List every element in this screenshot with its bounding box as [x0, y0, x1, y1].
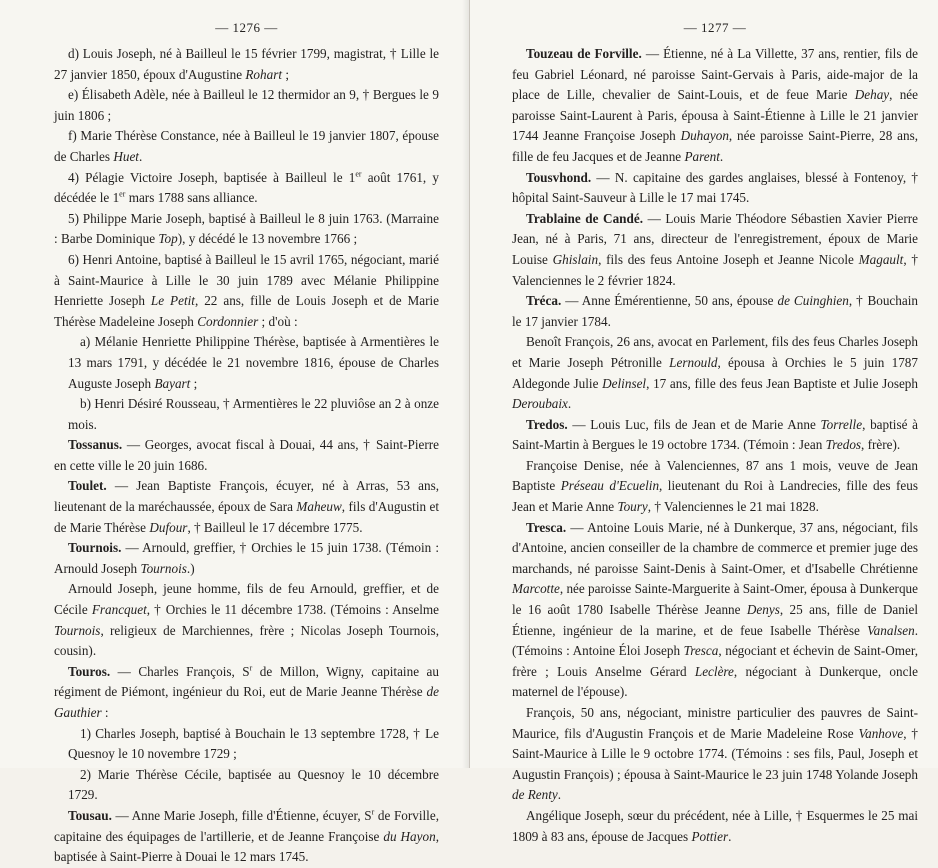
text-run: b) Henri Désiré Rousseau, † Armentières le 22 pluviôse an 2 à onze mois. [68, 396, 439, 432]
entry-paragraph [512, 456, 918, 518]
entry-surname: Tousvhond. [526, 169, 592, 185]
text-run: — Charles François, S [110, 663, 250, 679]
entry-surname: Tossanus. [68, 437, 123, 453]
entry-surname: Tredos. [526, 416, 568, 432]
italic-name: Tredos [825, 437, 862, 453]
entry-paragraph [512, 332, 918, 414]
italic-name: Duhayon [680, 128, 729, 144]
italic-name: Francquet [91, 602, 147, 618]
text-run: , † Bouchain le 17 janvier 1784. [512, 293, 918, 329]
text-run: août 1761, y décédée le 1 [54, 169, 439, 206]
entry-paragraph [512, 168, 918, 209]
text-run: a) Mélanie Henriette Philippine Thérèse, baptisée à Armentières le 13 mars 1791, y décédée le 21 novembre 1816, épouse de Charles Auguste Joseph [68, 334, 439, 391]
entry-paragraph [54, 332, 439, 394]
italic-name: Maheuw [296, 499, 342, 515]
italic-name: Vanhove [858, 725, 904, 741]
left-page [0, 0, 470, 865]
text-run: Benoît François, 26 ans, avocat en Parlement, fils des feus Charles Joseph et Marie Joseph Pétronille [512, 334, 918, 370]
text-run: de Millon, Wigny, capitaine au régiment de Piémont, ingénieur du Roi, eut de Marie Jeanne Thérèse [54, 663, 439, 700]
text-run: mars 1788 sans alliance. [125, 190, 258, 206]
italic-name: de Gauthier [54, 684, 439, 720]
text-run: , † Bailleul le 17 décembre 1775. [187, 519, 363, 535]
text-run: d) Louis Joseph, né à Bailleul le 15 février 1799, magistrat, † Lille le 27 janvier 1850, époux d'Augustine [54, 46, 439, 82]
text-run: . (Témoins : Antoine Éloi Joseph [512, 622, 918, 659]
entry-paragraph [512, 806, 918, 847]
entry-paragraph [54, 579, 439, 661]
entry-paragraph [54, 126, 439, 167]
text-run: Angélique Joseph, sœur du précédent, née à Lille, † Esquermes le 25 mai 1809 à 83 ans, épouse de Jacques [512, 807, 918, 844]
text-run: — Arnould, greffier, † Orchies le 15 juin 1738. (Témoin : Arnould Joseph [54, 540, 439, 576]
text-run: , lieutenant du Roi à Landrecies, fille des feus Jean et Marie Anne [512, 478, 918, 515]
superscript: r [371, 807, 375, 817]
italic-name: Tournois [140, 560, 187, 576]
text-run: — Louis Marie Théodore Sébastien Xavier Pierre Jean, né à Paris, 71 ans, directeur de l'enregistrement, époux de Marie Louise [512, 210, 918, 267]
text-run: . [138, 148, 143, 164]
text-run: — Jean Baptiste François, écuyer, né à Arras, 53 ans, lieutenant de la maréchaussée, époux de Sara [54, 478, 439, 515]
entry-paragraph [54, 250, 439, 332]
italic-name: Cordonnier [197, 313, 259, 329]
right-page-text [512, 44, 918, 847]
entry-surname: Touzeau de Forville. [526, 46, 642, 61]
text-run: — Louis Luc, fils de Jean et de Marie Anne [567, 416, 821, 432]
entry-paragraph [54, 394, 439, 435]
text-run: . [567, 396, 572, 412]
text-run: , fils d'Augustin et de Marie Thérèse [54, 499, 439, 535]
text-run: , 25 ans, fille de Daniel Étienne, ingénieur de la marine, et de feue Isabelle Thérèse [512, 602, 918, 638]
text-run: ; d'où : [258, 313, 298, 329]
entry-paragraph [512, 703, 918, 806]
italic-name: Torrelle [820, 416, 863, 432]
entry-surname: Tousau. [68, 807, 112, 823]
superscript: r [249, 663, 253, 673]
text-run: , † Orchies le 11 décembre 1738. (Témoins : Anselme [146, 602, 439, 618]
page-number-right: — 1277 — [683, 20, 747, 35]
italic-name: Ghislain [552, 251, 599, 267]
italic-name: Tresca [683, 643, 719, 659]
text-run: Françoise Denise, née à Valenciennes, 87 ans 1 mois, veuve de Jean Baptiste [512, 457, 918, 494]
italic-name: Rohart [245, 66, 283, 82]
text-run: , religieux de Marchiennes, frère ; Nicolas Joseph Tournois, cousin). [54, 622, 439, 659]
italic-name: de Renty [512, 787, 558, 803]
text-run: ), y décédé le 13 novembre 1766 ; [177, 231, 358, 247]
italic-name: Toury [617, 499, 648, 515]
text-run: 6) Henri Antoine, baptisé à Bailleul le 15 avril 1765, négociant, marié à Saint-Maurice à Lille le 30 juin 1789 avec Mélanie Philippine Henriette Joseph [54, 251, 439, 309]
entry-paragraph [54, 538, 439, 579]
italic-name: Leclère [694, 663, 734, 679]
text-run: ; [190, 375, 198, 391]
entry-surname: Touros. [68, 663, 111, 679]
italic-name: Tournois [54, 622, 101, 638]
text-run: , née paroisse Saint-Laurent à Paris, épousa à Saint-Étienne à Lille le 21 janvier 1744 Jeanne Françoise Joseph [512, 87, 918, 144]
text-run: François, 50 ans, négociant, ministre particulier des pauvres de Saint-Maurice, fils d'Augustin François et de Marie Madeleine Rose [512, 705, 918, 741]
entry-paragraph [54, 765, 439, 806]
entry-surname: Tresca. [526, 519, 567, 535]
text-run: , 22 ans, fille de Louis Joseph et de Marie Thérèse Madeleine Joseph [54, 293, 439, 329]
italic-name: Dufour [149, 519, 188, 535]
entry-paragraph [54, 476, 439, 538]
entry-paragraph [512, 209, 918, 291]
entry-surname: Tréca. [526, 293, 562, 309]
text-run: , née paroisse Saint-Pierre, 28 ans, fille de feu Jacques et de Jeanne [512, 128, 918, 164]
italic-name: Magault [858, 251, 904, 267]
text-run: . [719, 148, 724, 164]
text-run: — Anne Marie Joseph, fille d'Étienne, écuyer, S [111, 807, 372, 823]
italic-name: du Hayon [383, 828, 436, 844]
text-run: , négociant et échevin de Saint-Omer, frère ; Louis Anselme Gérard [512, 643, 919, 679]
entry-surname: Tournois. [68, 540, 122, 556]
superscript: er [119, 189, 126, 199]
text-run: , baptisée à Saint-Pierre à Douai le 12 mars 1745. [54, 828, 439, 865]
text-run: , † Saint-Maurice à Lille le 9 octobre 1774. (Témoins : ses fils, Paul, Joseph et Augustin François) ; épousa à Saint-Maurice le 23 juin 1748 Yolande Joseph [512, 725, 919, 782]
text-run: de Forville, capitaine des équipages de l'artillerie, et de Jeanne Françoise [54, 807, 439, 844]
italic-name: Marcotte [512, 581, 560, 597]
italic-name: Pottier [691, 828, 729, 844]
text-run: ; [282, 66, 289, 82]
italic-name: Denys [746, 602, 780, 618]
italic-name: Huet [113, 148, 139, 164]
text-run: — Georges, avocat fiscal à Douai, 44 ans, † Saint-Pierre en cette ville le 20 juin 1686. [54, 437, 439, 473]
entry-paragraph [512, 415, 918, 456]
entry-paragraph [54, 168, 439, 209]
text-run: , frère). [861, 437, 901, 453]
italic-name: Le Petit [150, 293, 195, 309]
text-run: , baptisé à Saint-Martin à Bergues le 19 octobre 1734. (Témoin : Jean [512, 416, 918, 453]
text-run: , née paroisse Sainte-Marguerite à Saint-Omer, épousa à Dunkerque le 16 août 1780 Isabelle Thérèse Jeanne [512, 581, 918, 618]
text-run: — Anne Émérentienne, 50 ans, épouse [561, 293, 778, 309]
text-run: , épousa à Orchies le 5 juin 1787 Aldegonde Julie [512, 354, 918, 391]
italic-name: de Cuinghien [777, 293, 849, 309]
text-run: . [557, 787, 562, 803]
text-run: 4) Pélagie Victoire Joseph, baptisée à Bailleul le 1 [68, 169, 356, 185]
text-run: — Antoine Louis Marie, né à Dunkerque, 37 ans, négociant, fils d'Antoine, ancien conseiller de la chambre de commerce et premier juge des marchands, né paroisse Saint-Denis à Saint-Omer, et d'Isabelle Chrétienne [512, 519, 918, 576]
text-run: , fils des feus Antoine Joseph et Jeanne Nicole [598, 251, 859, 267]
text-run: . [728, 828, 732, 844]
text-run: — N. capitaine des gardes anglaises, blessé à Fontenoy, † hôpital Saint-Sauveur à Lille le 17 mai 1745. [512, 169, 918, 206]
superscript: er [355, 169, 362, 179]
entry-paragraph [54, 44, 439, 85]
entry-paragraph [54, 806, 439, 868]
italic-name: Parent [684, 148, 720, 164]
text-run: .) [186, 560, 195, 576]
entry-surname: Trablaine de Candé. [526, 210, 643, 226]
right-page [470, 0, 938, 844]
italic-name: Bayart [154, 375, 191, 391]
text-run: 2) Marie Thérèse Cécile, baptisée au Quesnoy le 10 décembre 1729. [68, 766, 439, 803]
text-run: — Étienne, né à La Villette, 37 ans, rentier, fils de feu Gabriel Léonard, né paroisse Saint-Gervais à Paris, aide-major de la place de Lille, chevalier de Saint-Louis, et de feue Marie [512, 46, 919, 103]
italic-name: Top [158, 231, 178, 247]
text-run: , négociant à Dunkerque, oncle maternel de l'épouse). [512, 663, 918, 700]
left-page-text [54, 44, 439, 868]
text-run: f) Marie Thérèse Constance, née à Bailleul le 19 janvier 1807, épouse de Charles [54, 128, 439, 164]
text-run: , † Valenciennes le 2 février 1824. [512, 251, 918, 288]
text-run: , † Valenciennes le 21 mai 1828. [647, 499, 819, 515]
italic-name: Vanalsen [867, 622, 915, 638]
italic-name: Lernould [669, 354, 718, 370]
page-number-left: — 1276 — [215, 20, 278, 35]
entry-paragraph [54, 209, 439, 250]
text-run: , 17 ans, fille des feus Jean Baptiste et Julie Joseph [646, 375, 918, 391]
entry-paragraph [512, 291, 918, 332]
entry-paragraph [512, 44, 918, 168]
text-run: e) Élisabeth Adèle, née à Bailleul le 12 thermidor an 9, † Bergues le 9 juin 1806 ; [54, 87, 439, 123]
text-run: : [101, 705, 109, 720]
italic-name: Dehay [854, 87, 890, 103]
text-run: 5) Philippe Marie Joseph, baptisé à Bailleul le 8 juin 1763. (Marraine : Barbe Dominique [54, 210, 439, 247]
italic-name: Delinsel [602, 375, 647, 391]
entry-paragraph [54, 85, 439, 126]
entry-paragraph [54, 435, 439, 476]
entry-paragraph [54, 662, 439, 724]
text-run: Arnould Joseph, jeune homme, fils de feu Arnould, greffier, et de Cécile [54, 581, 439, 618]
entry-paragraph [54, 724, 439, 765]
italic-name: Deroubaix [512, 396, 568, 412]
italic-name: Préseau d'Ecuelin [560, 478, 660, 494]
entry-paragraph [512, 518, 918, 703]
entry-surname: Toulet. [68, 478, 107, 494]
text-run: 1) Charles Joseph, baptisé à Bouchain le 13 septembre 1728, † Le Quesnoy le 10 novembre 1729 ; [68, 725, 439, 762]
